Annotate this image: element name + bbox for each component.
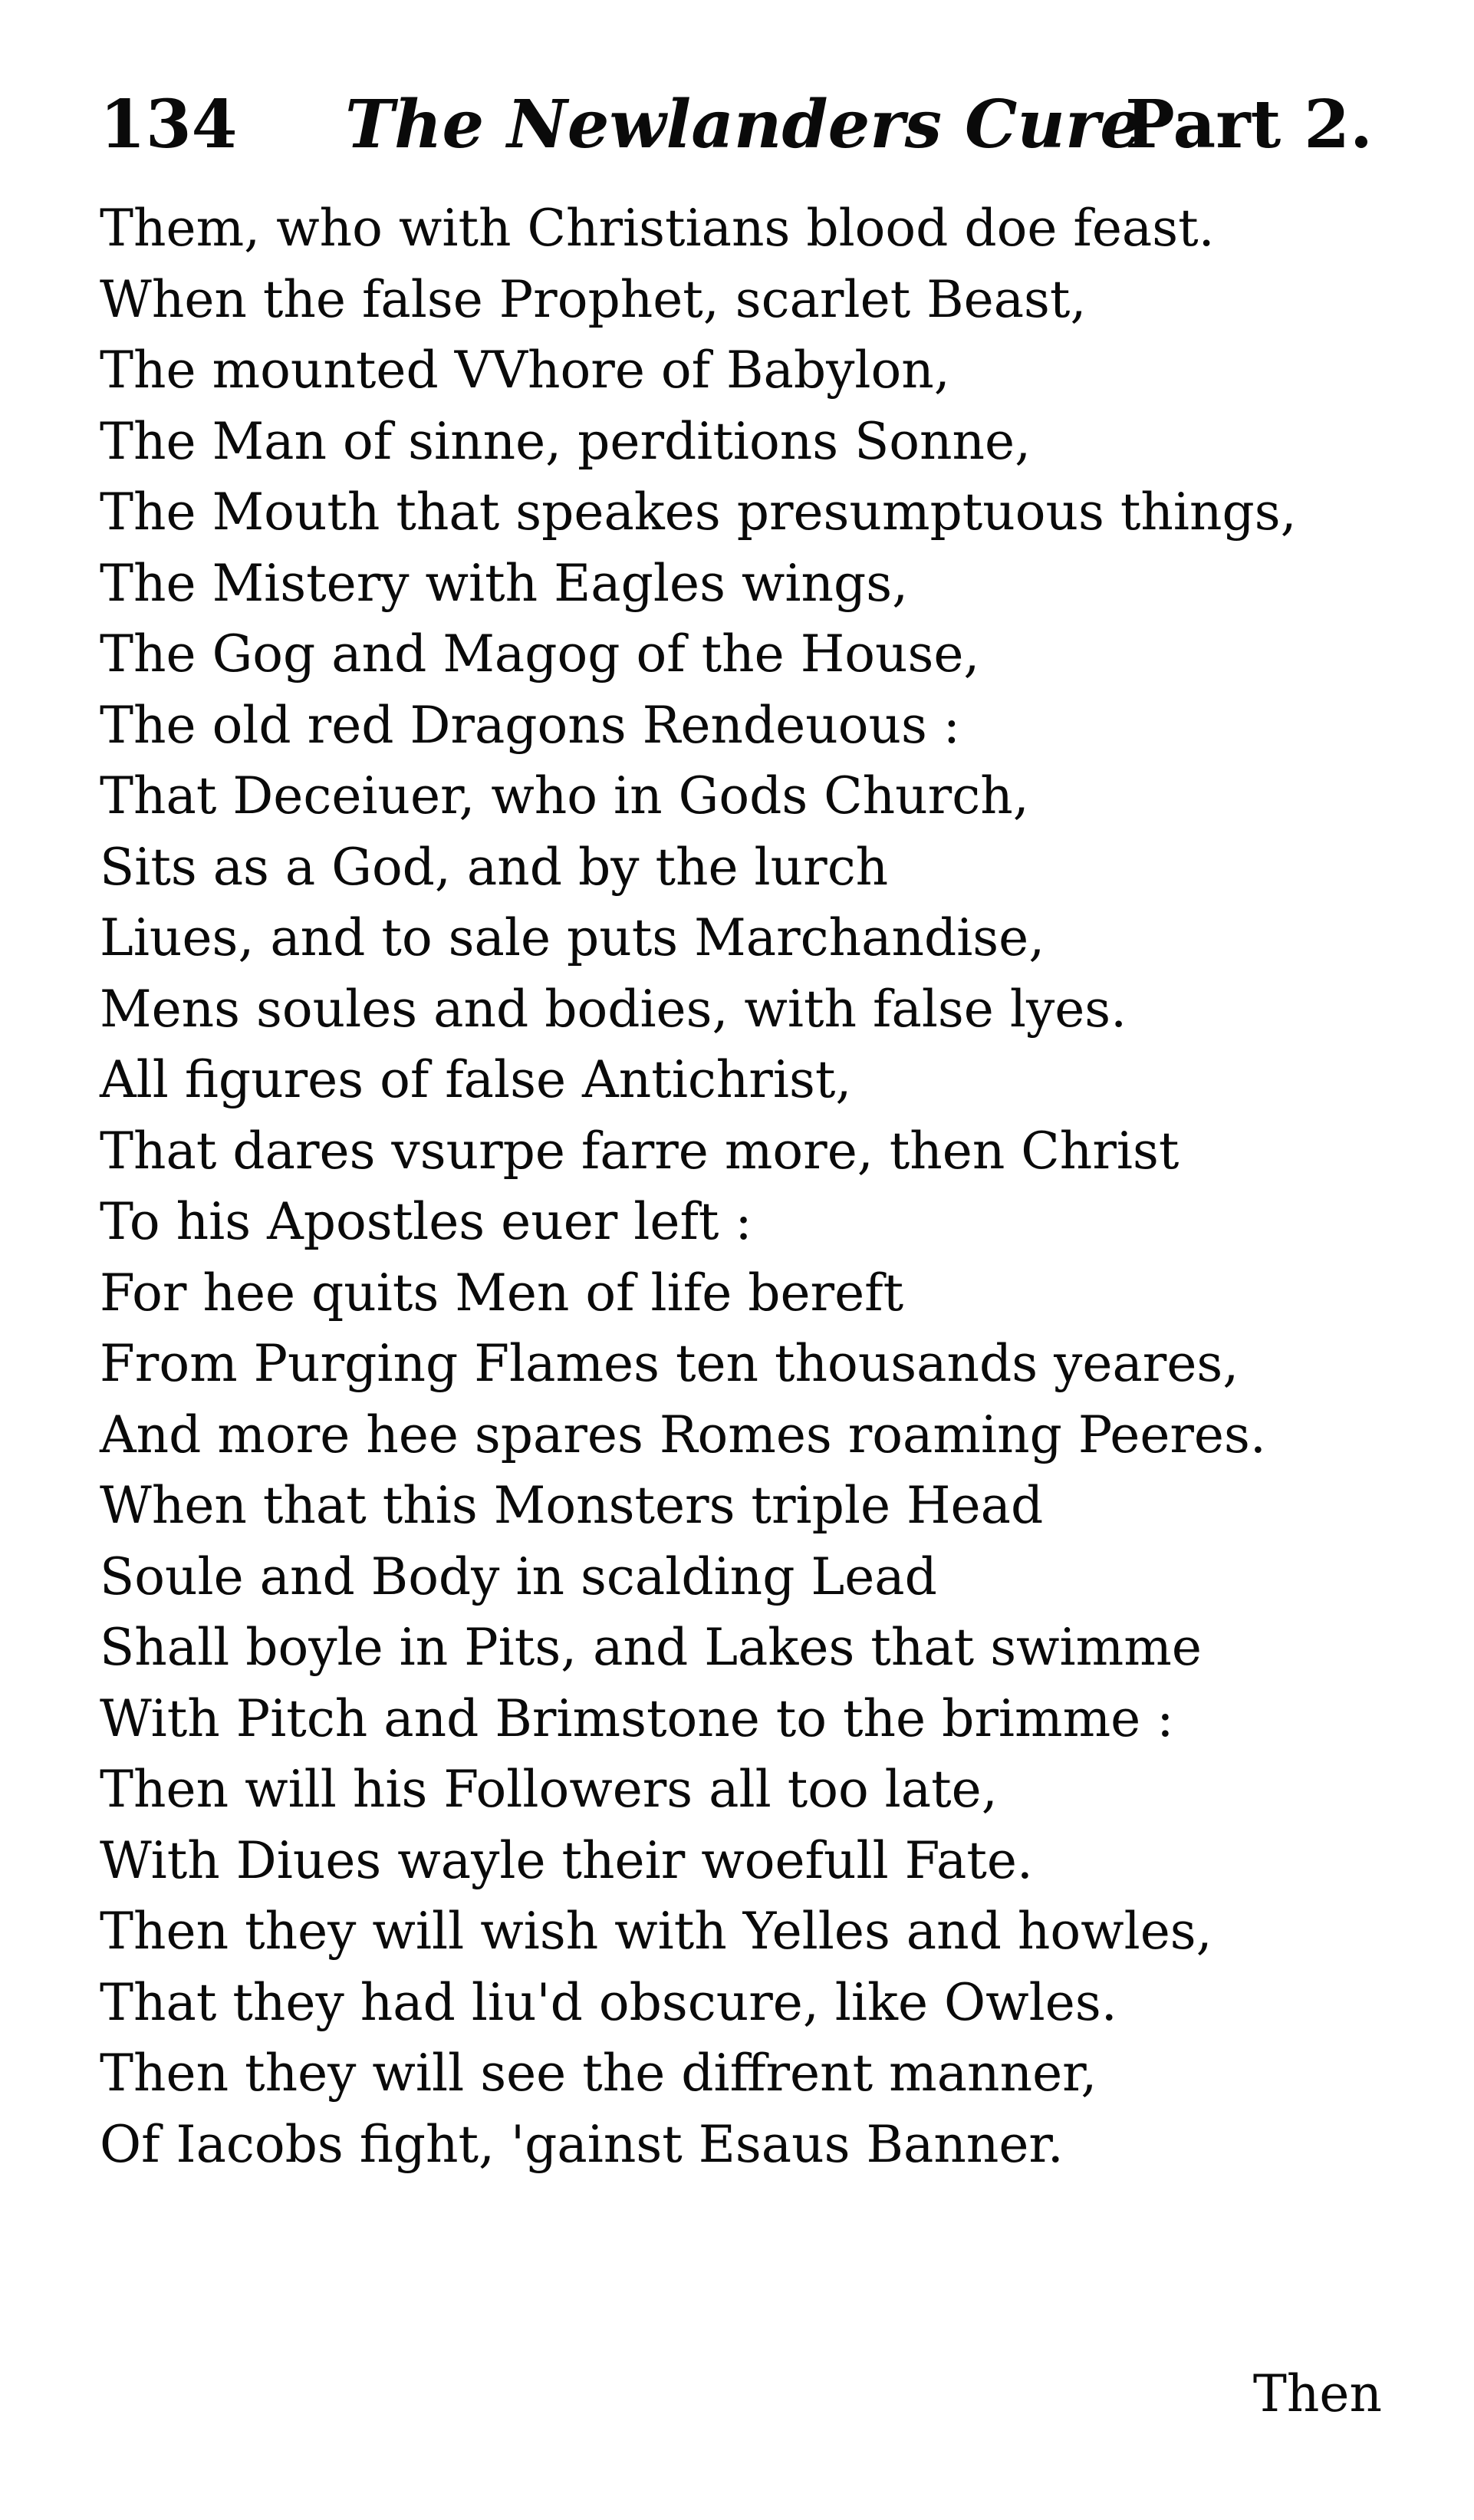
verse-line: The mounted VVhore of Babylon,: [100, 341, 950, 400]
verse-line: Them, who with Christians blood doe feast.: [100, 199, 1215, 258]
verse-line: The Mistery with Eagles wings,: [100, 553, 909, 613]
verse-line: When the false Prophet, scarlet Beast,: [100, 269, 1087, 329]
verse-line: That Deceiuer, who in Gods Church,: [100, 766, 1029, 825]
verse-line: To his Apostles euer left :: [100, 1192, 752, 1251]
verse-line: With Diues wayle their woefull Fate.: [100, 1830, 1033, 1890]
verse-line: The Man of sinne, perditions Sonne,: [100, 411, 1031, 471]
verse-line: From Purging Flames ten thousands yeares,: [100, 1334, 1239, 1393]
verse-text: [100, 193, 1403, 2180]
verse-line: Then they will wish with Yelles and howles,: [100, 1902, 1212, 1961]
verse-line: Of Iacobs fight, 'gainst Esaus Banner.: [100, 2114, 1064, 2174]
verse-line: Shall boyle in Pits, and Lakes that swimme: [100, 1618, 1202, 1677]
verse-line: For hee quits Men of life bereft: [100, 1263, 904, 1323]
running-title: The Newlanders Cure: [345, 86, 1142, 163]
verse-line: With Pitch and Brimstone to the brimme :: [100, 1688, 1174, 1748]
verse-line: Soule and Body in scalding Lead: [100, 1547, 937, 1606]
verse-line: That they had liu'd obscure, like Owles.: [100, 1972, 1117, 2032]
verse-line: Liues, and to sale puts Marchandise,: [100, 908, 1045, 967]
verse-line: Then they will see the diffrent manner,: [100, 2044, 1097, 2103]
catchword: Then: [1252, 2364, 1382, 2423]
verse-line: The Mouth that speakes presumptuous things,: [100, 483, 1297, 542]
verse-line: The old red Dragons Rendeuous :: [100, 695, 961, 755]
verse-line: Sits as a God, and by the lurch: [100, 837, 889, 897]
verse-line: All figures of false Antichrist,: [100, 1050, 852, 1109]
verse-line: And more hee spares Romes roaming Peeres.: [100, 1405, 1266, 1464]
verse-line: Mens soules and bodies, with false lyes.: [100, 979, 1127, 1039]
verse-line: That dares vsurpe farre more, then Christ: [100, 1121, 1180, 1181]
verse-line: The Gog and Magog of the House,: [100, 624, 980, 684]
page-number: 134: [100, 86, 238, 163]
part-label: Part 2.: [1125, 86, 1373, 163]
verse-line: Then will his Followers all too late,: [100, 1760, 998, 1819]
running-head: [100, 68, 1373, 183]
verse-line: When that this Monsters triple Head: [100, 1476, 1044, 1535]
